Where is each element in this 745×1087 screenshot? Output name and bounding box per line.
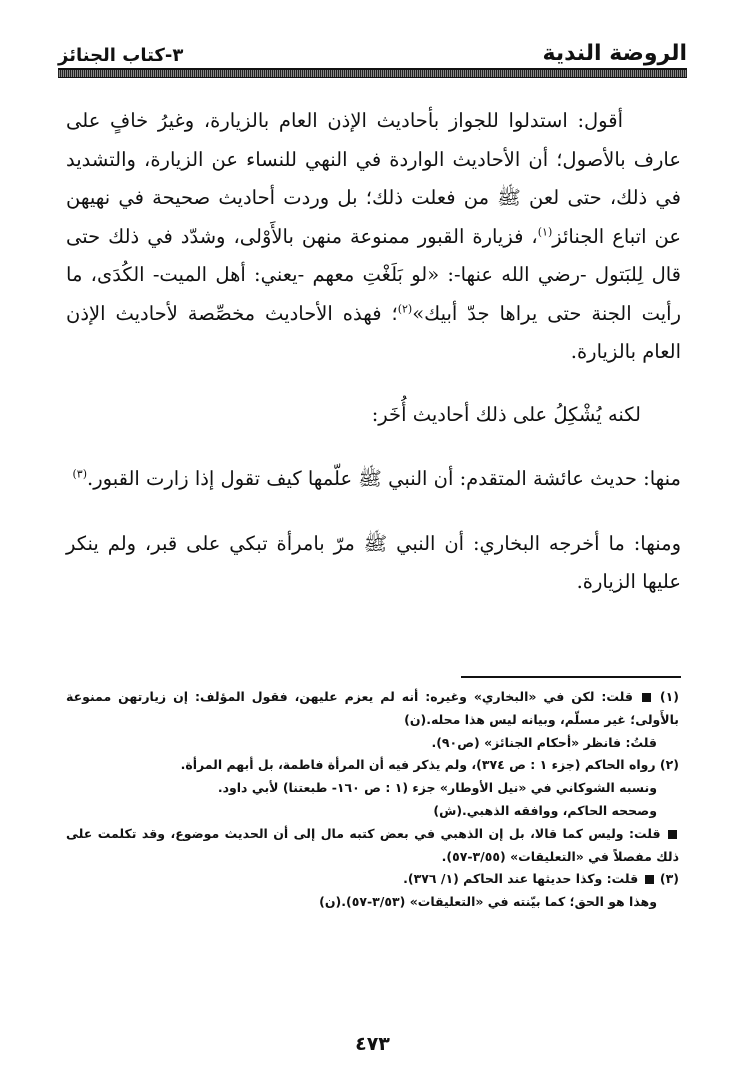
footnote-ref-3: (٣)	[72, 467, 88, 481]
book-title: الروضة الندية	[542, 41, 687, 66]
paragraph-3	[66, 460, 681, 499]
footnote-ref-1: (١)	[537, 225, 553, 238]
footnote-1-extra: قلتُ: فانظر «أحكام الجنائز» (ص٩٠).	[431, 734, 657, 750]
paragraph-1-text-c: ؛ فهذه الأحاديث مخصِّصة لأحاديث الإذن العام بالزيارة.	[66, 301, 681, 363]
footnote-2-comment-text: قلت: وليس كما قالا، بل إن الذهبي في بعض كتبه مال إلى أن الحديث موضوع، وقد تكلمت على ذلك مفصلاً في «التعليقات» (٣/٥٥-٥٧).	[66, 825, 679, 864]
footnote-2: (٢) رواه الحاكم (جزء ١ : ص ٣٧٤)، ولم يذكر فيه أن المرأة فاطمة، بل أبهم المرأة.	[180, 757, 679, 773]
footnote-1	[66, 686, 679, 732]
paragraph-2: لكنه يُشْكِلُ على ذلك أحاديث أُخَر:	[371, 402, 641, 426]
chapter-title: ٣-كتاب الجنائز	[58, 45, 184, 66]
running-header	[58, 32, 687, 66]
footnote-1-number: (١)	[652, 689, 679, 704]
paragraph-3-text: منها: حديث عائشة المتقدم: أن النبي ﷺ علّمها كيف تقول إذا زارت القبور.	[87, 467, 681, 490]
paragraph-4: ومنها: ما أخرجه البخاري: أن النبي ﷺ مرّ بامرأة تبكي على قبر، ولم ينكر عليها الزيارة.	[66, 531, 681, 593]
footnote-3	[66, 868, 679, 891]
page-number: ٤٧٣	[355, 1033, 390, 1055]
footnote-2-comment	[66, 823, 679, 869]
paragraph-1-text-a: أقول: استدلوا للجواز بأحاديث الإذن العام بالزيارة، وغيرُ خافٍ على عارف بالأصول؛ أن الأحاديث الواردة في النهي للنساء عن الزيارة، والتشديد في ذلك، حتى لعن ﷺ من فعلت ذلك؛ بل وردت أحاديث صحيحة في نهيهن عن اتباع الجنائز	[66, 109, 681, 248]
paragraph-1	[66, 102, 681, 372]
footnote-3-number: (٣)	[655, 871, 679, 887]
footnote-3-line-2: وهذا هو الحق؛ كما بيّنته في «التعليقات» (٣/٥٣-٥٧).(ن)	[319, 894, 657, 910]
paragraph-1-text-b: ، فزيارة القبور ممنوعة منهن بالأَوْلى، وشدّد في ذلك حتى قال لِلبَتول -رضي الله عنها-: «لو بَلَغْتِ معهم -يعني: أهل الميت- الكُدَى، ما رأيت الجنة حتى يراها جدّ أبيك»	[66, 224, 681, 325]
footnote-2-line-2: ونسبه الشوكاني في «نيل الأوطار» جزء (١ : ص ١٦٠- طبعتنا) لأبي داود.	[217, 780, 657, 796]
square-marker-icon	[645, 875, 654, 884]
footnote-2-line-3: وصححه الحاكم، ووافقه الذهبي.(ش)	[433, 802, 657, 818]
footnote-separator	[461, 676, 681, 678]
square-marker-icon	[642, 693, 651, 702]
main-text	[66, 102, 681, 602]
footnote-ref-2: (٢)	[397, 302, 413, 315]
header-rule	[58, 68, 687, 78]
square-marker-icon	[668, 830, 677, 839]
footnote-3-text: قلت: وكذا حديثها عند الحاكم (١/ ٣٧٦).	[403, 871, 639, 887]
footnotes	[66, 686, 679, 914]
footnote-1-text: قلت: لكن في «البخاري» وغيره: أنه لم يعزم عليهن، فقول المؤلف: إن زيارتهن ممنوعة بالأَولى؛ غير مسلّم، وبيانه ليس هذا محله.(ن)	[66, 689, 679, 727]
